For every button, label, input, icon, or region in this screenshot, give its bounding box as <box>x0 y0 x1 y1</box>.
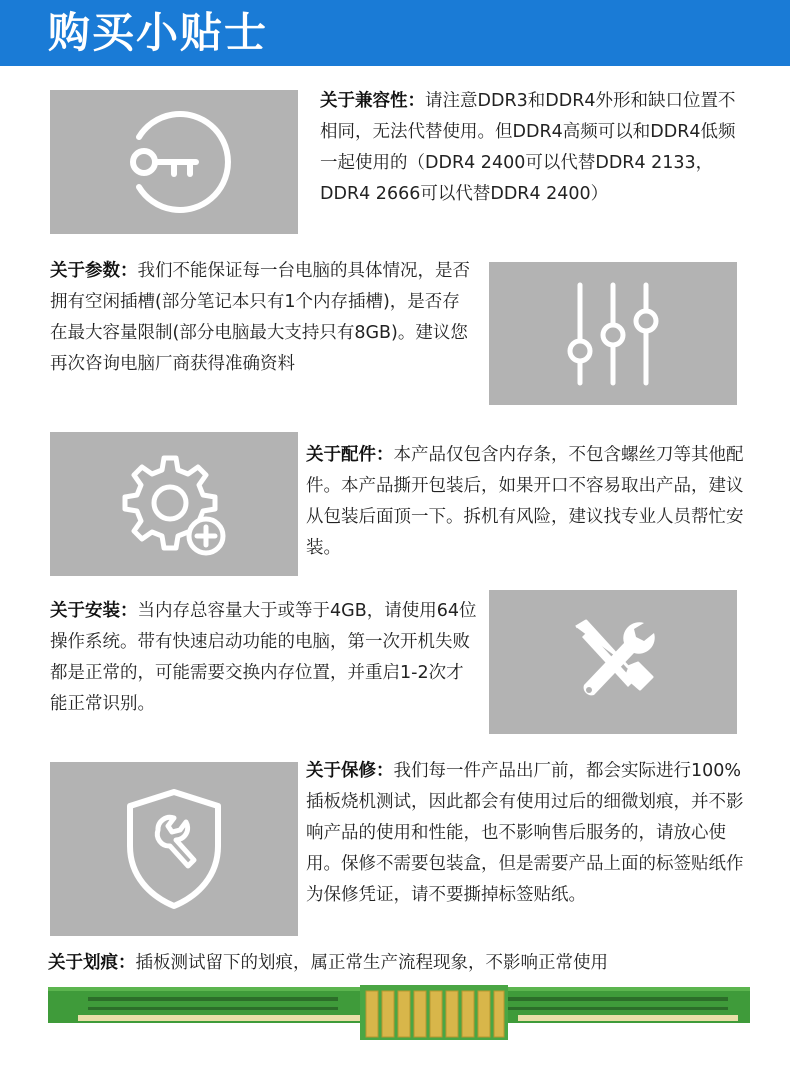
install-body: 当内存总容量大于或等于4GB，请使用64位操作系统。带有快速启动功能的电脑，第一次开机失败都是正常的，可能需要交换内存位置，并重启1-2次才能正常识别。 <box>50 601 477 714</box>
header-banner <box>0 0 790 66</box>
parts-text <box>306 440 750 564</box>
parts-image-box <box>50 432 298 576</box>
tools-icon <box>558 607 668 717</box>
gear-plus-icon <box>114 444 234 564</box>
compat-body: 请注意DDR3和DDR4外形和缺口位置不相同，无法代替使用。但DDR4高频可以和DDR4低频一起使用的（DDR4 2400可以代替DDR4 2133，DDR4 2666可以代替DDR4 2400） <box>320 91 736 204</box>
install-label: 关于安装： <box>50 601 138 621</box>
scratch-text <box>48 948 768 979</box>
compat-image-box <box>50 90 298 234</box>
params-text <box>50 256 475 380</box>
install-text <box>50 596 480 720</box>
warranty-text <box>306 756 750 911</box>
key-icon <box>114 102 234 222</box>
scratch-label: 关于划痕： <box>48 953 136 973</box>
install-image-box <box>489 590 737 734</box>
params-body: 我们不能保证每一台电脑的具体情况，是否拥有空闲插槽(部分笔记本只有1个内存插槽)，是否存在最大容量限制(部分电脑最大支持只有8GB)。建议您再次咨询电脑厂商获得准确资料 <box>50 261 470 374</box>
page-title: 购买小贴士 <box>48 8 269 57</box>
sliders-icon <box>558 279 668 389</box>
warranty-image-box <box>50 762 298 936</box>
compat-label: 关于兼容性： <box>320 91 425 111</box>
parts-label: 关于配件： <box>306 445 394 465</box>
params-label: 关于参数： <box>50 261 138 281</box>
warranty-body: 我们每一件产品出厂前，都会实际进行100%插板烧机测试，因此都会有使用过后的细微划痕，并不影响产品的使用和性能，也不影响售后服务的，请放心使用。保修不需要包装盒，但是需要产品上面的标签贴纸作为保修凭证，请不要撕掉标签贴纸。 <box>306 761 744 905</box>
ram-module-image <box>48 985 750 1040</box>
shield-wrench-icon <box>114 784 234 914</box>
scratch-body: 插板测试留下的划痕，属正常生产流程现象，不影响正常使用 <box>135 953 608 973</box>
params-image-box <box>489 262 737 405</box>
parts-body: 本产品仅包含内存条，不包含螺丝刀等其他配件。本产品撕开包装后，如果开口不容易取出产品，建议从包装后面顶一下。拆机有风险，建议找专业人员帮忙安装。 <box>306 445 744 558</box>
compat-text <box>320 86 750 210</box>
warranty-label: 关于保修： <box>306 761 394 781</box>
